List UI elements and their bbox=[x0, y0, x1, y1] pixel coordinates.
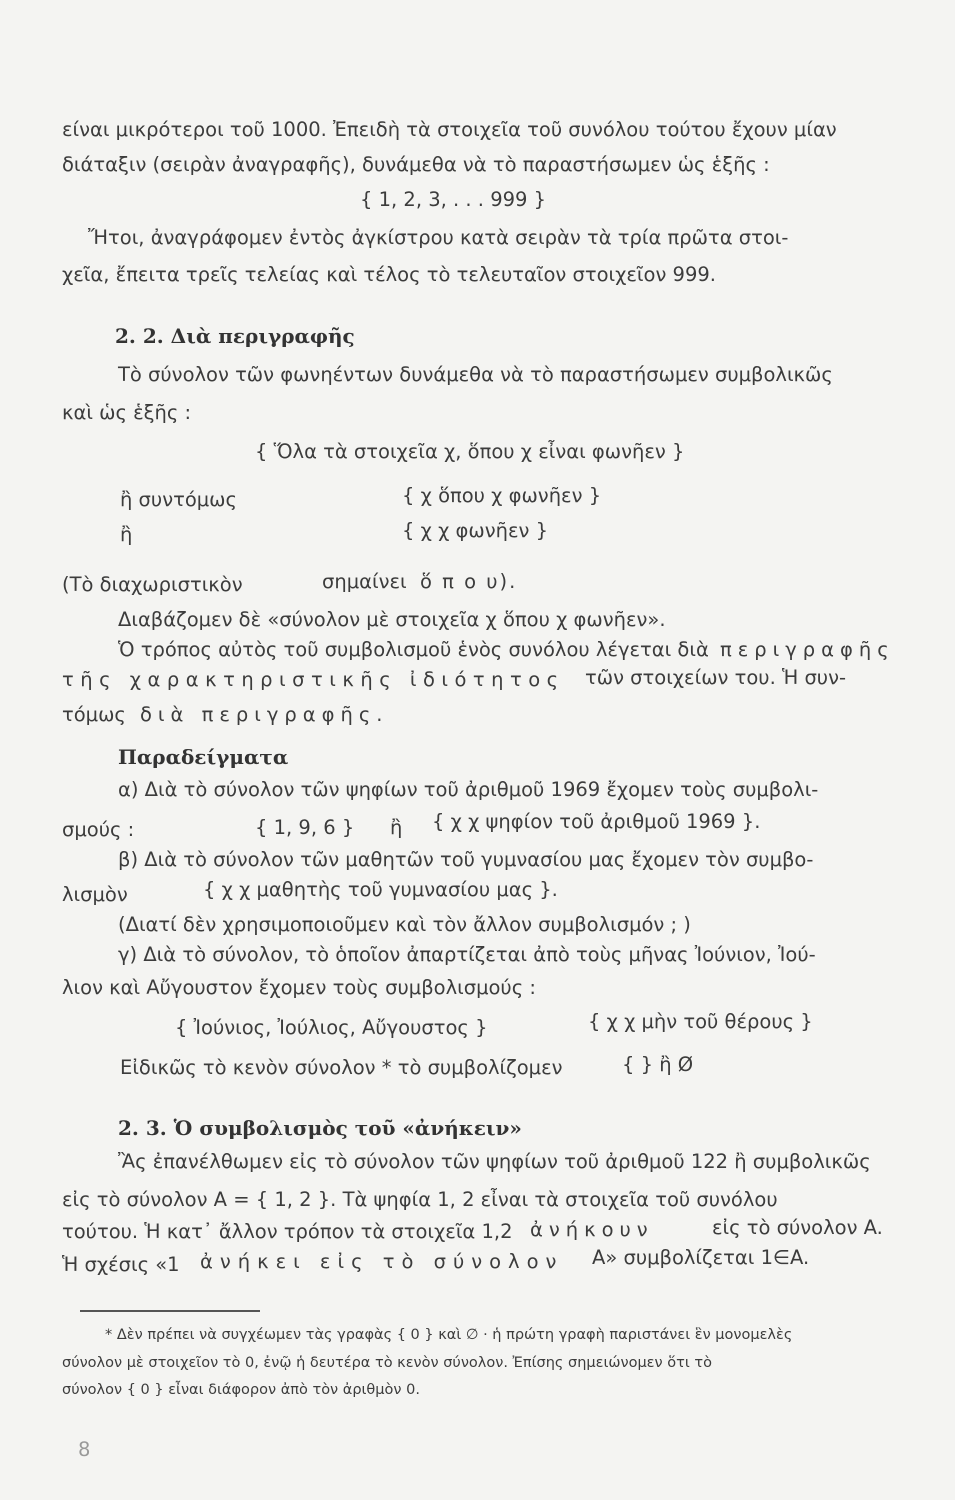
set-description: { χ χ φωνῆεν } bbox=[402, 519, 549, 542]
text-line: Ἤτοι, ἀναγράφομεν ἐντὸς ἀγκίστρου κατὰ σειρὰν τὰ τρία πρῶτα στοι- bbox=[88, 226, 789, 249]
text-line: ἢ bbox=[120, 523, 133, 546]
emphasis-text: τῆς χαρακτηριστικῆς ἰδιότητος bbox=[62, 668, 565, 691]
empty-set-symbols: { } ἢ Ø bbox=[622, 1053, 694, 1076]
section-heading: 2. 3. Ὁ συμβολισμὸς τοῦ «ἀνήκειν» bbox=[118, 1116, 522, 1140]
footnote-line: σύνολον { 0 } εἶναι διάφορον ἀπὸ τὸν ἀριθμὸν 0. bbox=[62, 1382, 420, 1398]
text-line: τούτου. Ἡ κατ᾽ ἄλλον τρόπον τὰ στοιχεῖα 1,2 bbox=[62, 1220, 513, 1243]
set-description: { Ὅλα τὰ στοιχεῖα χ, ὅπου χ εἶναι φωνῆεν } bbox=[255, 440, 685, 463]
text-line: λισμὸν bbox=[62, 883, 128, 906]
text-line: A» συμβολίζεται 1∈A. bbox=[592, 1246, 810, 1269]
set-listing: { 1, 9, 6 } bbox=[255, 816, 355, 839]
examples-heading: Παραδείγματα bbox=[118, 745, 289, 769]
set-description: { χ χ μαθητὴς τοῦ γυμνασίου μας }. bbox=[203, 878, 558, 901]
set-description: { χ χ ψηφίον τοῦ ἀριθμοῦ 1969 }. bbox=[432, 810, 761, 833]
emphasis-text: ἀνήκει εἰς τὸ σύνολον bbox=[200, 1250, 564, 1273]
text-line: σμούς : bbox=[62, 818, 135, 841]
page-number: 8 bbox=[78, 1438, 91, 1461]
text-line: γ) Διὰ τὸ σύνολον, τὸ ὁποῖον ἀπαρτίζεται ἀπὸ τοὺς μῆνας Ἰούνιον, Ἰού- bbox=[118, 943, 816, 966]
text-line: διάταξιν (σειρὰν ἀναγραφῆς), δυνάμεθα νὰ τὸ παραστήσωμεν ὡς ἑξῆς : bbox=[62, 153, 770, 176]
text-line: καὶ ὡς ἑξῆς : bbox=[62, 401, 192, 424]
text-line: χεῖα, ἔπειτα τρεῖς τελείας καὶ τέλος τὸ τελευταῖον στοιχεῖον 999. bbox=[62, 263, 716, 286]
footnote-line: σύνολον μὲ στοιχεῖον τὸ 0, ἐνῷ ἡ δευτέρα τὸ κενὸν σύνολον. Ἐπίσης σημειώνομεν ὅτι τὸ bbox=[62, 1355, 712, 1371]
section-heading: 2. 2. Διὰ περιγραφῆς bbox=[115, 324, 355, 348]
text-line: Ἂς ἐπανέλθωμεν εἰς τὸ σύνολον τῶν ψηφίων τοῦ ἀριθμοῦ 122 ἢ συμβολικῶς bbox=[118, 1150, 871, 1173]
text-line: εἰς τὸ σύνολον A. bbox=[712, 1216, 883, 1239]
text-line: εἰς τὸ σύνολον A = { 1, 2 }. Τὰ ψηφία 1, 2 εἶναι τὰ στοιχεῖα τοῦ συνόλου bbox=[62, 1188, 778, 1211]
text-line: (Τὸ διαχωριστικὸν bbox=[62, 573, 243, 596]
set-description: { χ χ μὴν τοῦ θέρους } bbox=[588, 1010, 813, 1033]
text-line: τῶν στοιχείων του. Ἡ συν- bbox=[585, 666, 847, 689]
text-line: (Διατί δὲν χρησιμοποιοῦμεν καὶ τὸν ἄλλον συμβολισμόν ; ) bbox=[118, 913, 691, 936]
set-listing: { 1, 2, 3, . . . 999 } bbox=[360, 188, 547, 211]
text-line: Τὸ σύνολον τῶν φωνηέντων δυνάμεθα νὰ τὸ παραστήσωμεν συμβολικῶς bbox=[118, 363, 833, 386]
text-line: σημαίνει bbox=[322, 570, 407, 593]
text-line: Ἡ σχέσις «1 bbox=[62, 1253, 180, 1276]
text-line: β) Διὰ τὸ σύνολον τῶν μαθητῶν τοῦ γυμνασίου μας ἔχομεν τὸν συμβο- bbox=[118, 848, 814, 871]
text-line: Ὁ τρόπος αὐτὸς τοῦ συμβολισμοῦ ἑνὸς συνόλου λέγεται διὰ bbox=[118, 638, 709, 661]
footnote-rule bbox=[80, 1310, 260, 1312]
set-listing: { Ἰούνιος, Ἰούλιος, Αὔγουστος } bbox=[175, 1016, 488, 1039]
text-line: α) Διὰ τὸ σύνολον τῶν ψηφίων τοῦ ἀριθμοῦ 1969 ἔχομεν τοὺς συμβολι- bbox=[118, 778, 819, 801]
footnote-line: * Δὲν πρέπει νὰ συγχέωμεν τὰς γραφὰς { 0 } καὶ ∅ · ἡ πρώτη γραφὴ παριστάνει ἓν μονομελὲς bbox=[105, 1327, 793, 1343]
text-line: Διαβάζομεν δὲ «σύνολον μὲ στοιχεῖα χ ὅπου χ φωνῆεν». bbox=[118, 608, 666, 631]
emphasis-text: περιγραφῆς bbox=[720, 638, 895, 661]
text-line: ἢ συντόμως bbox=[120, 488, 237, 511]
text-line: ἢ bbox=[390, 816, 403, 839]
emphasis-text: διὰ περιγραφῆς. bbox=[140, 703, 389, 726]
text-line: τόμως bbox=[62, 703, 126, 726]
text-line: ὅ π ο υ). bbox=[420, 570, 518, 593]
text-line: λιον καὶ Αὔγουστον ἔχομεν τοὺς συμβολισμούς : bbox=[62, 976, 536, 999]
text-line: Εἰδικῶς τὸ κενὸν σύνολον * τὸ συμβολίζομεν bbox=[120, 1056, 563, 1079]
set-description: { χ ὅπου χ φωνῆεν } bbox=[402, 484, 602, 507]
text-line: ɛίναι μικρότεροι τοῦ 1000. Ἐπειδὴ τὰ στοιχεῖα τοῦ συνόλου τούτου ἔχουν μίαν bbox=[62, 118, 837, 141]
emphasis-text: ἀνήκουν bbox=[530, 1218, 654, 1241]
